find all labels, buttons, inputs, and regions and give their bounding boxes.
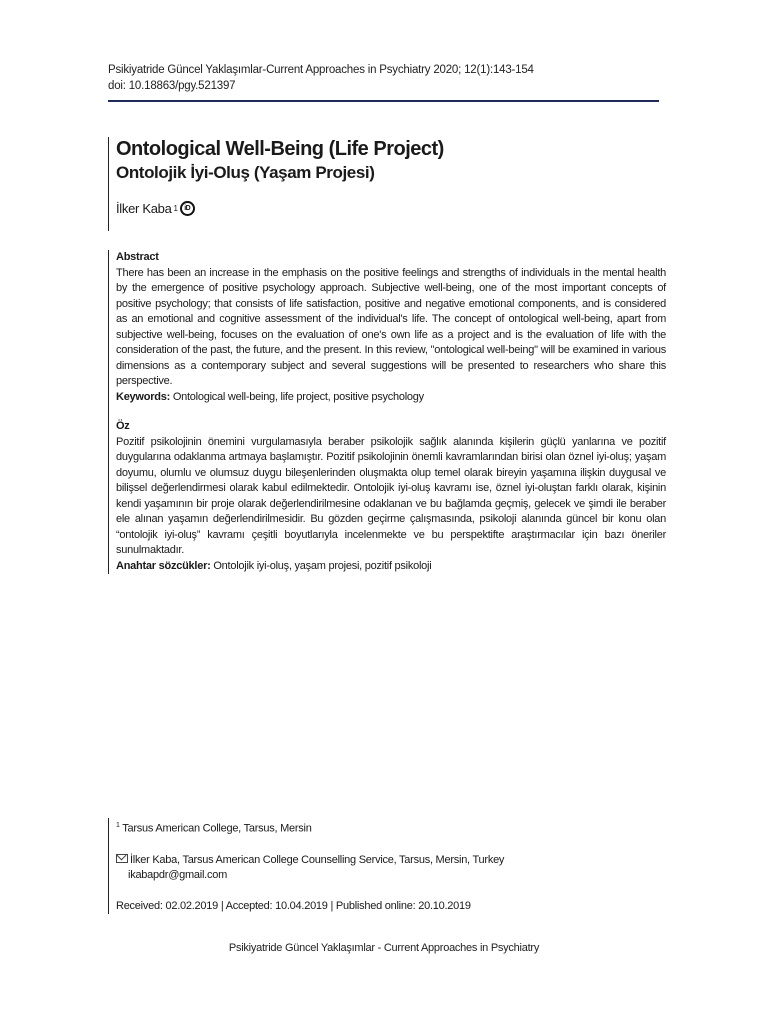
keywords-label: Keywords: xyxy=(116,390,170,403)
author-name: İlker Kaba xyxy=(116,201,172,216)
journal-citation: Psikiyatride Güncel Yaklaşımlar-Current Approaches in Psychiatry 2020; 12(1):143-154 xyxy=(108,64,534,76)
envelope-icon xyxy=(116,854,128,863)
keywords-line xyxy=(116,390,666,406)
abstract-heading: Abstract xyxy=(116,251,159,263)
journal-header xyxy=(108,62,658,94)
article-title-turkish: Ontolojik İyi-Oluş (Yaşam Projesi) xyxy=(116,163,375,182)
affiliation-line xyxy=(116,818,666,837)
author-affiliation-mark: 1 xyxy=(173,204,178,213)
keywords-value: Ontological well-being, life project, positive psychology xyxy=(172,390,424,403)
title-block xyxy=(108,137,666,231)
anahtar-sozcukler-label: Anahtar sözcükler: xyxy=(116,559,211,572)
doi-line: doi: 10.18863/pgy.521397 xyxy=(108,80,236,92)
email-address[interactable]: ikabapdr@gmail.com xyxy=(128,868,227,881)
correspondence-line xyxy=(116,853,666,868)
orcid-icon[interactable]: iD xyxy=(180,201,195,216)
oz-heading: Öz xyxy=(116,420,130,432)
affiliation-mark: 1 xyxy=(116,822,120,829)
abstract-section xyxy=(108,250,666,574)
abstract-text: There has been an increase in the emphasis on the positive feelings and strengths of individuals in the mental health by the emergence of positive psychology approach. Subjective well-being, one of the most important concepts of positive psychology; that consists of life satisfaction, positive and negative emotional components, and is considered as an emotional and cognitive assessment of the individual's life. The concept of ontological well-being, apart from subjective well-being, focuses on the evaluation of one's own life as a project and is the evaluation of life with the consideration of the past, the future, and the present. In this review, "ontological well-being" will be examined in various dimensions as a contemporary subject and several suggestions will be presented to researchers who share this perspective. xyxy=(116,266,666,387)
anahtar-sozcukler-line xyxy=(116,559,666,575)
anahtar-sozcukler-value: Ontolojik iyi-oluş, yaşam projesi, pozitif psikoloji xyxy=(213,559,432,572)
correspondence-text: İlker Kaba, Tarsus American College Counselling Service, Tarsus, Mersin, Turkey xyxy=(130,853,505,866)
affiliation-section xyxy=(108,818,666,914)
article-title-english: Ontological Well-Being (Life Project) xyxy=(116,138,444,160)
publication-dates: Received: 02.02.2019 | Accepted: 10.04.2019 | Published online: 20.10.2019 xyxy=(116,899,471,912)
affiliation-text: Tarsus American College, Tarsus, Mersin xyxy=(122,822,312,835)
oz-text: Pozitif psikolojinin önemini vurgulamasıyla beraber psikolojik sağlık alanında kişilerin güçlü yanlarına ve pozitif duygularına odaklanma artmaya başlamıştır. Pozitif psikolojinin önemli kavramlarından birisi olan öznel iyi-oluş; yaşam doyumu, olumlu ve olumsuz duygu bileşenlerinden oluşmakta olup temel olarak bireyin yaşamına ilişkin duygusal ve bilişsel değerlendirmesi olarak kabul edilmektedir. Ontolojik iyi-oluş kavramı ise, öznel iyi-oluştan farklı olarak, kişinin kendi yaşamının bir proje olarak değerlendirilmesine odaklanan ve bu bağlamda geçmiş, gelecek ve şimdi ile beraber ele alınan yaşamın değerlendirilmesidir. Bu gözden geçirme çalışmasında, psikoloji alanında güncel bir konu olan “ontolojik iyi-oluş” kavramı çeşitli boyutlarıyla incelenmekte ve bu perspektifte araştırmacılar için bazı öneriler sunulmaktadır. xyxy=(116,435,666,556)
header-divider xyxy=(108,100,659,102)
page-footer: Psikiyatride Güncel Yaklaşımlar - Current Approaches in Psychiatry xyxy=(228,942,540,954)
author-line xyxy=(116,200,666,218)
